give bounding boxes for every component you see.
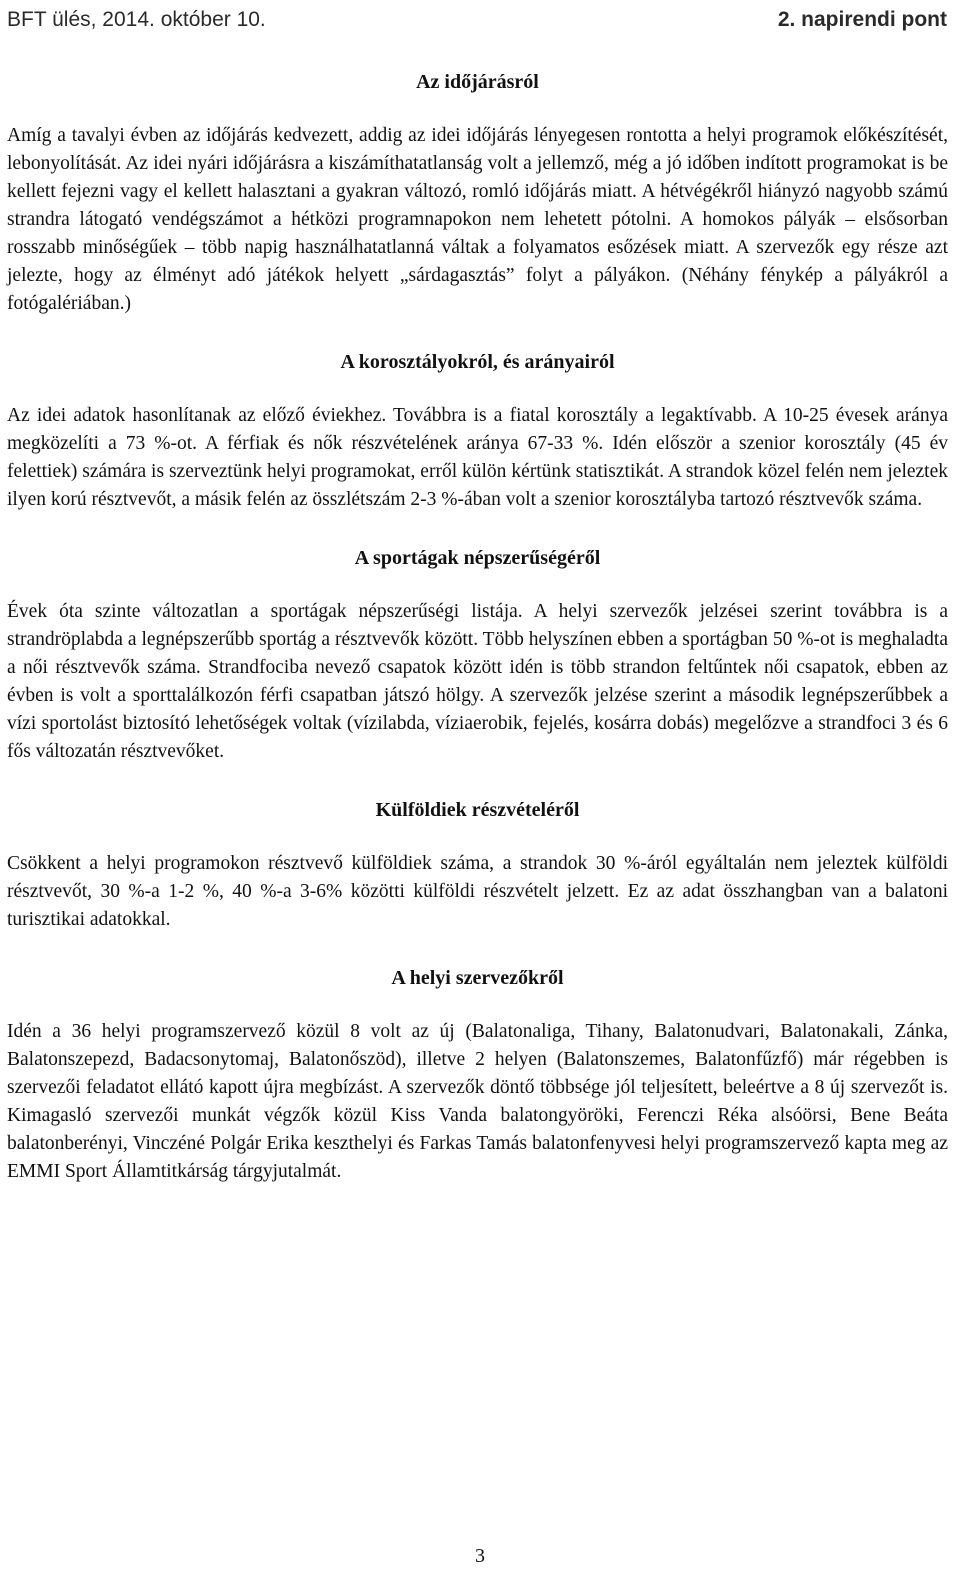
- section-foreigners: [7, 796, 948, 934]
- section-title-weather: Az időjárásról: [416, 71, 539, 93]
- section-sports-popularity: [7, 544, 948, 766]
- page-header: [7, 8, 947, 38]
- section-age-groups: [7, 348, 948, 514]
- section-text-local-organizers: Idén a 36 helyi programszervező közül 8 volt az új (Balatonaliga, Tihany, Balatonudvari, Balatonakali, Zánka, Balatonszepezd, Badacsonytomaj, Balatonőszöd), illetve 2 helyen (Balatonszemes, Balatonfűzfő) már régebben is szervezői feladatot ellátó kapott újra megbízást. A szervezők döntő többsége jól teljesített, beleértve a 8 új szervezőt is. Kimagasló szervezői munkát végzők közül Kiss Vanda balatongyöröki, Ferenczi Réka alsóörsi, Bene Beáta balatonberényi, Vinczéné Polgár Erika keszthelyi és Farkas Tamás balatonfenyvesi helyi programszervező kapta meg az EMMI Sport Államtitkárság tárgyjutalmát.: [7, 1021, 948, 1182]
- document-body: [7, 68, 948, 1186]
- header-meeting-date: BFT ülés, 2014. október 10.: [7, 8, 266, 31]
- page-number: 3: [475, 1545, 485, 1567]
- section-text-weather: Amíg a tavalyi évben az időjárás kedvezett, addig az idei időjárás lényegesen rontotta a helyi programok előkészítését, lebonyolítását. Az idei nyári időjárásra a kiszámíthatatlanság volt a jellemző, még a jó időben indított programokat is be kellett fejezni vagy el kellett halasztani a gyakran változó, romló időjárás miatt. A hétvégékről hiányzó nagyobb számú strandra látogató vendégszámot a hétközi programnapokon nem lehetett pótolni. A homokos pályák – elsősorban rosszabb minőségűek – több napig használhatatlanná váltak a folyamatos esőzések miatt. A szervezők egy része azt jelezte, hogy az élményt adó játékok helyett „sárdagasztás” folyt a pályákon. (Néhány fénykép a pályákról a fotógalériában.): [7, 125, 948, 314]
- section-title-foreigners: Külföldiek részvételéről: [375, 799, 580, 821]
- header-agenda-item: 2. napirendi pont: [777, 8, 947, 31]
- section-title-age-groups: A korosztályokról, és arányairól: [340, 351, 615, 373]
- section-title-local-organizers: A helyi szervezőkről: [391, 967, 564, 989]
- section-local-organizers: [7, 964, 948, 1186]
- section-weather: [7, 68, 948, 318]
- section-title-sports-popularity: A sportágak népszerűségéről: [354, 547, 601, 569]
- section-text-foreigners: Csökkent a helyi programokon résztvevő külföldiek száma, a strandok 30 %-áról egyáltalán nem jeleztek külföldi résztvevőt, 30 %-a 1-2 %, 40 %-a 3-6% közötti külföldi részvételt jelzett. Ez az adat összhangban van a balatoni turisztikai adatokkal.: [7, 853, 948, 930]
- section-text-age-groups: Az idei adatok hasonlítanak az előző éviekhez. Továbbra is a fiatal korosztály a legaktívabb. A 10-25 évesek aránya megközelíti a 73 %-ot. A férfiak és nők részvételének aránya 67-33 %. Idén először a szenior korosztály (45 év felettiek) számára is szerveztünk helyi programokat, erről külön kértünk statisztikát. A strandok közel felén nem jeleztek ilyen korú résztvevőt, a másik felén az összlétszám 2-3 %-ában volt a szenior korosztályba tartozó résztvevők száma.: [7, 405, 948, 510]
- section-text-sports-popularity: Évek óta szinte változatlan a sportágak népszerűségi listája. A helyi szervezők jelzései szerint továbbra is a strandröplabda a legnépszerűbb sportág a résztvevők között. Több helyszínen ebben a sportágban 50 %-ot is meghaladta a női résztvevők száma. Strandfociba nevező csapatok között idén is több strandon feltűntek női csapatok, ebben az évben is volt a sporttalálkozón férfi csapatban játszó hölgy. A szervezők jelzése szerint a második legnépszerűbbek a vízi sportolást biztosító lehetőségek voltak (vízilabda, víziaerobik, fejelés, kosárra dobás) megelőzve a strandfoci 3 és 6 fős változatán résztvevőket.: [7, 601, 948, 762]
